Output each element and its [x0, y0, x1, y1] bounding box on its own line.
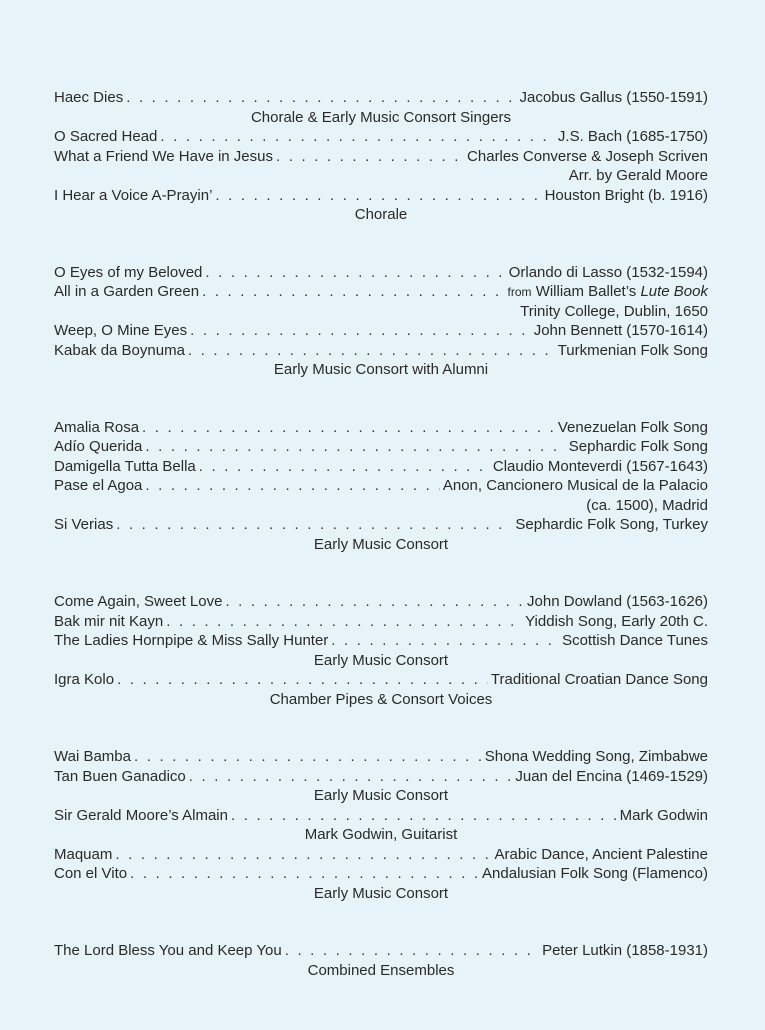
- composer-name: Jacobus Gallus (1550-1591): [519, 89, 708, 106]
- program-entry: [54, 670, 708, 690]
- dot-leader: [117, 670, 488, 690]
- program-entry: [54, 747, 708, 767]
- program-section: [54, 941, 708, 980]
- composer-name: Turkmenian Folk Song: [557, 341, 708, 359]
- concert-program: [54, 88, 708, 1018]
- composer-credit: [515, 515, 708, 535]
- program-entry: [54, 127, 708, 147]
- dot-leader: [215, 186, 541, 206]
- dot-leader: [285, 941, 539, 961]
- program-entry: [54, 282, 708, 302]
- composer-name: John Dowland (1563-1626): [527, 593, 708, 610]
- piece-title: O Sacred Head: [54, 128, 158, 145]
- composer-name: Houston Bright (b. 1916): [544, 186, 708, 204]
- program-entry: [54, 631, 708, 651]
- performer-credit: Early Music Consort: [313, 535, 449, 553]
- dot-leader: [276, 147, 464, 167]
- composer-credit: [569, 437, 708, 457]
- piece-title: Si Verias: [54, 516, 114, 533]
- composer-credit: [482, 864, 708, 884]
- piece-title: O Eyes of my Beloved: [54, 263, 203, 281]
- composer-credit-continued: Trinity College, Dublin, 1650: [520, 302, 708, 320]
- dot-leader: [190, 321, 531, 341]
- piece-title: Maquam: [54, 845, 113, 863]
- performer-credit: Chorale & Early Music Consort Singers: [250, 108, 512, 126]
- program-section: [54, 747, 708, 903]
- program-entry: [54, 941, 708, 961]
- composer-name: Anon, Cancionero Musical de la Palacio: [442, 477, 708, 494]
- composer-prefix: from: [507, 285, 532, 299]
- piece-title: Tan Buen Ganadico: [54, 767, 186, 785]
- composer-name: Peter Lutkin (1858-1931): [542, 942, 708, 959]
- program-entry: [54, 767, 708, 787]
- piece-title: The Lord Bless You and Keep You: [54, 942, 282, 959]
- dot-leader: [142, 418, 555, 438]
- program-entry: [54, 88, 708, 108]
- composer-credit: [443, 476, 708, 496]
- piece-title: Sir Gerald Moore’s Almain: [54, 806, 228, 824]
- composer-name: Sephardic Folk Song, Turkey: [515, 516, 708, 533]
- composer-credit: [558, 341, 708, 361]
- program-entry: [54, 845, 708, 865]
- dot-leader: [166, 612, 522, 632]
- composer-name: J.S. Bach (1685-1750): [557, 128, 708, 145]
- composer-credit: [558, 418, 708, 438]
- dot-leader: [145, 476, 439, 496]
- composer-credit: [508, 282, 708, 303]
- dot-leader: [225, 592, 524, 612]
- piece-title: What a Friend We Have in Jesus: [54, 147, 273, 165]
- composer-credit: [534, 321, 708, 341]
- dot-leader: [188, 341, 555, 361]
- piece-title: Bak mir nit Kayn: [54, 612, 164, 630]
- program-entry: [54, 186, 708, 206]
- piece-title: Kabak da Boynuma: [54, 341, 185, 359]
- program-entry: [54, 437, 708, 457]
- composer-credit-continued: Arr. by Gerald Moore: [568, 167, 708, 184]
- dot-leader: [115, 845, 491, 865]
- source-title: Lute Book: [640, 283, 708, 300]
- composer-credit: [542, 941, 708, 961]
- dot-leader: [116, 515, 512, 535]
- dot-leader: [231, 806, 617, 826]
- composer-credit: [558, 127, 708, 147]
- composer-name: Shona Wedding Song, Zimbabwe: [484, 748, 708, 765]
- piece-title: Haec Dies: [54, 89, 124, 106]
- composer-credit: [509, 263, 708, 283]
- composer-name: Andalusian Folk Song (Flamenco): [482, 865, 708, 882]
- performer-credit: Early Music Consort with Alumni: [273, 361, 489, 378]
- performer-credit: Chorale: [354, 206, 408, 223]
- performer-credit: Mark Godwin, Guitarist: [304, 826, 458, 843]
- piece-title: Con el Vito: [54, 865, 128, 882]
- composer-name: Orlando di Lasso (1532-1594): [508, 263, 708, 281]
- composer-credit: [620, 806, 708, 826]
- dot-leader: [126, 88, 516, 108]
- piece-title: Wai Bamba: [54, 748, 131, 765]
- composer-credit: [527, 592, 708, 612]
- piece-title: Igra Kolo: [54, 671, 115, 688]
- composer-name: Claudio Monteverdi (1567-1643): [492, 457, 708, 475]
- composer-name: William Ballet’s: [535, 283, 637, 300]
- dot-leader: [331, 631, 559, 651]
- dot-leader: [145, 437, 565, 457]
- composer-name: Charles Converse & Joseph Scriven: [467, 147, 708, 165]
- dot-leader: [199, 457, 490, 477]
- program-entry: [54, 476, 708, 496]
- composer-name: Venezuelan Folk Song: [557, 418, 708, 436]
- performer-credit: Combined Ensembles: [307, 961, 455, 979]
- program-entry: [54, 457, 708, 477]
- dot-leader: [205, 263, 505, 283]
- program-entry: [54, 263, 708, 283]
- piece-title: I Hear a Voice A-Prayin’: [54, 186, 213, 204]
- performer-credit: Early Music Consort: [313, 787, 449, 804]
- composer-credit: [491, 670, 708, 690]
- program-section: [54, 418, 708, 555]
- composer-credit: [515, 767, 708, 787]
- program-entry: [54, 806, 708, 826]
- dot-leader: [189, 767, 513, 787]
- performer-credit: Early Music Consort: [313, 884, 449, 902]
- piece-title: Amalia Rosa: [54, 418, 140, 436]
- program-entry: [54, 864, 708, 884]
- composer-credit: [467, 147, 708, 167]
- piece-title: The Ladies Hornpipe & Miss Sally Hunter: [54, 632, 329, 649]
- dot-leader: [160, 127, 555, 147]
- dot-leader: [202, 282, 504, 302]
- piece-title: All in a Garden Green: [54, 283, 200, 300]
- composer-name: Juan del Encina (1469-1529): [515, 767, 708, 785]
- dot-leader: [130, 864, 479, 884]
- composer-credit: [525, 612, 708, 632]
- dot-leader: [134, 747, 482, 767]
- program-section: [54, 263, 708, 380]
- composer-name: Mark Godwin: [619, 806, 708, 824]
- program-entry: [54, 341, 708, 361]
- program-section: [54, 592, 708, 709]
- piece-title: Damigella Tutta Bella: [54, 457, 196, 475]
- composer-name: Arabic Dance, Ancient Palestine: [494, 845, 708, 863]
- piece-title: Weep, O Mine Eyes: [54, 322, 188, 339]
- composer-name: John Bennett (1570-1614): [533, 322, 708, 339]
- composer-credit: [520, 88, 708, 108]
- piece-title: Come Again, Sweet Love: [54, 593, 223, 610]
- performer-credit: Early Music Consort: [313, 651, 449, 669]
- composer-credit: [562, 631, 708, 651]
- piece-title: Adío Querida: [54, 438, 143, 455]
- program-entry: [54, 612, 708, 632]
- composer-credit: [493, 457, 708, 477]
- composer-name: Traditional Croatian Dance Song: [490, 671, 708, 688]
- performer-credit: Chamber Pipes & Consort Voices: [269, 690, 493, 708]
- piece-title: Pase el Agoa: [54, 477, 143, 494]
- composer-credit: [545, 186, 708, 206]
- program-entry: [54, 418, 708, 438]
- composer-name: Scottish Dance Tunes: [562, 632, 708, 649]
- program-entry: [54, 147, 708, 167]
- program-entry: [54, 321, 708, 341]
- program-section: [54, 88, 708, 225]
- composer-credit: [485, 747, 708, 767]
- composer-name: Sephardic Folk Song: [568, 438, 708, 455]
- composer-credit: [495, 845, 708, 865]
- composer-name: Yiddish Song, Early 20th C.: [525, 612, 708, 630]
- composer-credit-continued: (ca. 1500), Madrid: [586, 496, 708, 514]
- program-entry: [54, 592, 708, 612]
- program-entry: [54, 515, 708, 535]
